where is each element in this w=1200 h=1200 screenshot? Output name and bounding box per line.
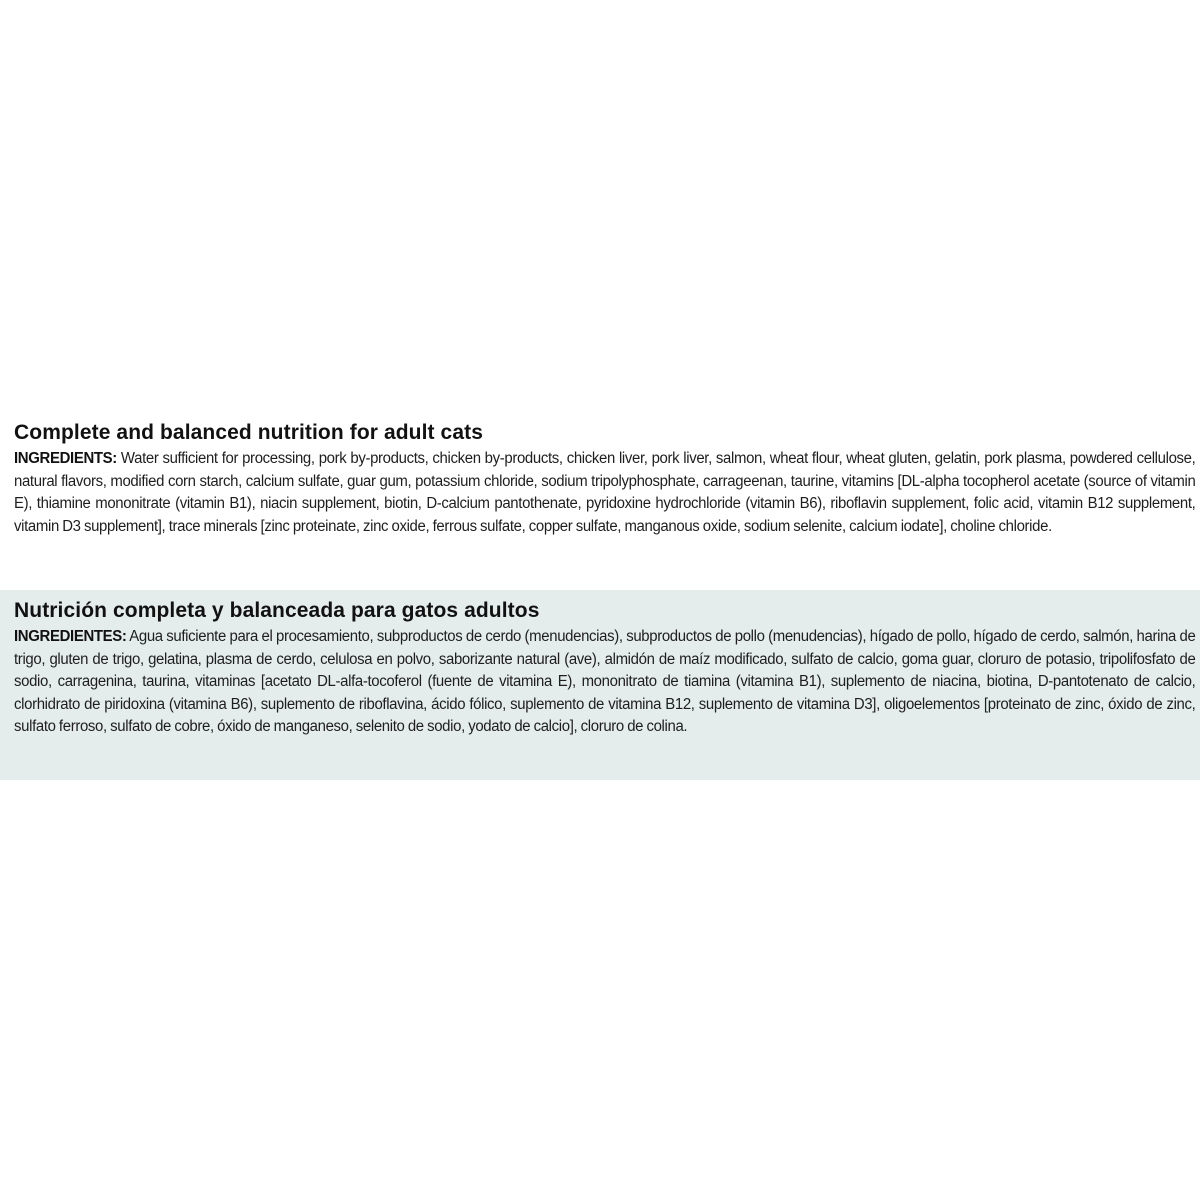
spanish-heading: Nutrición completa y balanceada para gatos adultos <box>14 599 540 622</box>
english-ingredients-text <box>14 448 1195 538</box>
spanish-ingredients-panel <box>0 590 1200 780</box>
spanish-ingredients-list: Agua suficiente para el procesamiento, subproductos de cerdo (menudencias), subproductos de pollo (menudencias), hígado de pollo, hígado de cerdo, salmón, harina de trigo, gluten de trigo, gelatina, plasma de cerdo, celulosa en polvo, saborizante natural (ave), almidón de maíz modificado, sulfato de calcio, goma guar, cloruro de potasio, tripolifosfato de sodio, carragenina, taurina, vitaminas [acetato DL-alfa-tocoferol (fuente de vitamina E), mononitrato de tiamina (vitamina B1), suplemento de niacina, biotina, D-pantotenato de calcio, clorhidrato de piridoxina (vitamina B6), suplemento de riboflavina, ácido fólico, suplemento de vitamina B12, suplemento de vitamina D3], oligoelementos [proteinato de zinc, óxido de zinc, sulfato ferroso, sulfato de cobre, óxido de manganeso, selenito de sodio, yodato de calcio], cloruro de colina. <box>14 628 1196 735</box>
english-heading: Complete and balanced nutrition for adult cats <box>14 421 483 444</box>
english-ingredients-panel <box>0 414 1200 582</box>
spanish-ingredients-label: INGREDIENTES: <box>14 628 127 645</box>
english-ingredients-list: Water sufficient for processing, pork by-products, chicken by-products, chicken liver, pork liver, salmon, wheat flour, wheat gluten, gelatin, pork plasma, powdered cellulose, natural flavors, modified corn starch, calcium sulfate, guar gum, potassium chloride, sodium tripolyphosphate, carrageenan, taurine, vitamins [DL-alpha tocopherol acetate (source of vitamin E), thiamine mononitrate (vitamin B1), niacin supplement, biotin, D-calcium pantothenate, pyridoxine hydrochloride (vitamin B6), riboflavin supplement, folic acid, vitamin B12 supplement, vitamin D3 supplement], trace minerals [zinc proteinate, zinc oxide, ferrous sulfate, copper sulfate, manganous oxide, sodium selenite, calcium iodate], choline chloride. <box>14 450 1196 535</box>
english-ingredients-label: INGREDIENTS: <box>14 450 117 467</box>
spanish-ingredients-text <box>14 626 1195 739</box>
